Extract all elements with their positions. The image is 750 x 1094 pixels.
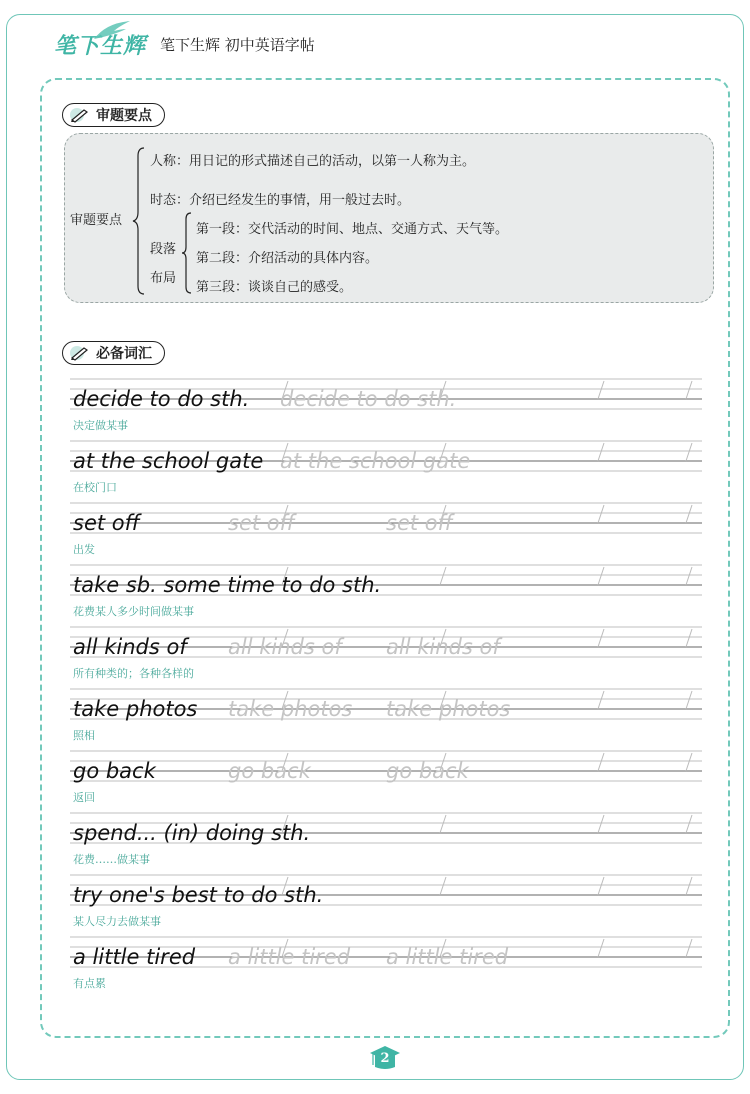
pencil-icon (69, 345, 91, 361)
paragraph-two-text: 第二段：介绍活动的具体内容。 (196, 251, 379, 266)
slash-divider (598, 505, 604, 523)
vocab-trace: go back (228, 759, 311, 783)
slash-divider (440, 815, 446, 833)
slash-divider (686, 381, 692, 399)
slash-divider (598, 629, 604, 647)
slash-divider (598, 691, 604, 709)
slash-divider (598, 753, 604, 771)
slash-divider (686, 505, 692, 523)
slash-divider (686, 567, 692, 585)
inner-brace (181, 211, 193, 295)
slash-divider (598, 815, 604, 833)
vocab-row (70, 501, 702, 556)
vocab-trace: go back (386, 759, 469, 783)
header-title: 笔下生辉 初中英语字帖 (160, 35, 315, 54)
vocab-meaning: 花费……做某事 (73, 853, 150, 866)
wing-icon (92, 19, 132, 41)
vocab-phrase: go back (73, 759, 156, 783)
review-side-label: 审题要点 (70, 213, 123, 228)
vocab-phrase: try one's best to do sth. (73, 883, 324, 907)
slash-divider (440, 877, 446, 895)
layout-label-1: 段落 (150, 242, 177, 257)
page-number: 2 (380, 1051, 390, 1066)
section-label-review-points: 审题要点 (62, 103, 165, 127)
slash-divider (686, 753, 692, 771)
vocab-row (70, 563, 702, 618)
slash-divider (598, 877, 604, 895)
vocab-trace: all kinds of (228, 635, 342, 659)
vocab-trace: take photos (228, 697, 353, 721)
vocab-meaning: 出发 (73, 543, 95, 556)
vocab-row (70, 439, 702, 494)
vocab-phrase: set off (73, 511, 140, 535)
vocab-trace: all kinds of (386, 635, 500, 659)
vocab-meaning: 所有种类的；各种各样的 (73, 667, 194, 680)
vocab-meaning: 在校门口 (73, 481, 117, 494)
vocab-trace: a little tired (228, 945, 351, 969)
vocab-row (70, 377, 702, 432)
slash-divider (686, 629, 692, 647)
vocab-trace: set off (386, 511, 453, 535)
vocab-trace: take photos (386, 697, 511, 721)
vocab-trace: at the school gate (280, 449, 471, 473)
vocab-row (70, 625, 702, 680)
vocab-phrase: take sb. some time to do sth. (73, 573, 382, 597)
vocab-meaning: 照相 (73, 729, 95, 742)
vocab-row (70, 935, 702, 990)
vocab-phrase: decide to do sth. (73, 387, 250, 411)
vocab-row (70, 687, 702, 742)
vocab-row (70, 749, 702, 804)
page-header (54, 24, 315, 64)
slash-divider (686, 691, 692, 709)
layout-label-2: 布局 (150, 271, 177, 286)
pencil-icon (69, 107, 91, 123)
slash-divider (598, 567, 604, 585)
vocab-meaning: 决定做某事 (73, 419, 128, 432)
vocab-phrase: spend... (in) doing sth. (73, 821, 311, 845)
outer-brace (132, 146, 146, 296)
vocab-trace: a little tired (386, 945, 509, 969)
slash-divider (598, 381, 604, 399)
slash-divider (598, 443, 604, 461)
page-number-badge (368, 1045, 402, 1071)
vocab-meaning: 有点累 (73, 977, 106, 990)
slash-divider (686, 443, 692, 461)
paragraph-one-text: 第一段：交代活动的时间、地点、交通方式、天气等。 (196, 222, 509, 237)
person-text: 人称：用日记的形式描述自己的活动，以第一人称为主。 (150, 154, 476, 169)
paragraph-three-text: 第三段：谈谈自己的感受。 (196, 280, 353, 295)
vocab-meaning: 返回 (73, 791, 95, 804)
vocab-row (70, 873, 702, 928)
vocab-phrase: a little tired (73, 945, 196, 969)
section-label-vocabulary: 必备词汇 (62, 341, 165, 365)
vocab-phrase: all kinds of (73, 635, 187, 659)
vocab-meaning: 花费某人多少时间做某事 (73, 605, 194, 618)
vocab-row (70, 811, 702, 866)
slash-divider (686, 815, 692, 833)
brand-logo: 笔下生辉 (54, 29, 146, 60)
slash-divider (686, 877, 692, 895)
slash-divider (440, 567, 446, 585)
vocab-trace: decide to do sth. (280, 387, 457, 411)
vocab-meaning: 某人尽力去做某事 (73, 915, 161, 928)
vocab-phrase: at the school gate (73, 449, 264, 473)
vocab-trace: set off (228, 511, 295, 535)
slash-divider (598, 939, 604, 957)
tense-text: 时态：介绍已经发生的事情，用一般过去时。 (150, 193, 411, 208)
slash-divider (686, 939, 692, 957)
vocab-phrase: take photos (73, 697, 198, 721)
